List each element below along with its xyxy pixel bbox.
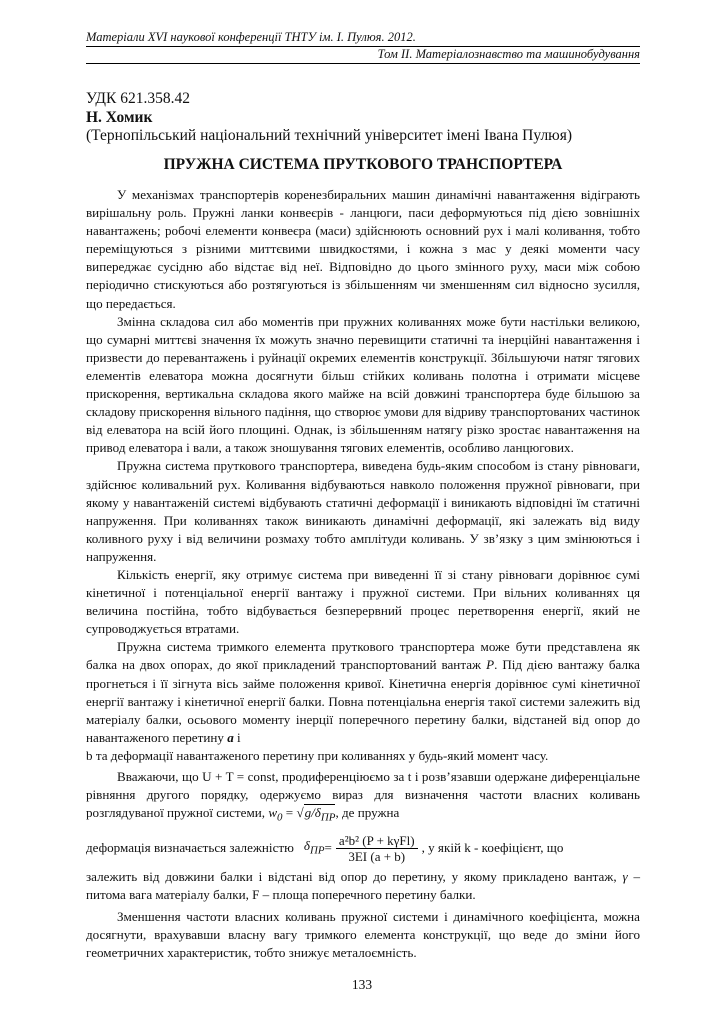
paragraph-5-continued: b та деформації навантаженого перетину при коливаннях у будь-який момент часу. [86, 747, 549, 763]
frequency-equals: = [282, 805, 297, 821]
udk-code: УДК 621.358.42 [86, 90, 190, 107]
formula-trailing-text: , у якій k - коефіцієнт, що [421, 840, 564, 856]
paragraph-5-text-a: Пружна система тримкого елемента пруткового транспортера може бути представлена як балка на двох опорах, до якої прикладений транспортований вантаж [86, 639, 640, 673]
deformation-fraction [336, 833, 418, 864]
distance-a-symbol: a [227, 729, 234, 745]
paragraph-5 [86, 638, 640, 747]
specific-weight-symbol: γ [622, 868, 628, 884]
paragraph-6-text-a: Вважаючи, що U + T = const, продиференціюємо за t і розв’язавши одержане диференціальне рівняння другого порядку, одержуємо вираз для визначення частоти власних коливань розглядуваної пружної системи, [86, 769, 640, 821]
frequency-symbol: $w_0$ [268, 805, 283, 824]
author-name: Н. Хомик [86, 109, 153, 126]
paragraph-5-text-c: і [233, 729, 241, 745]
paper-body [86, 186, 640, 962]
paragraph-8: Зменшення частоти власних коливань пружної системи і динамічного коефіцієнта, можна досягнути, врахувавши власну вагу тримкого елемента конструкції, що веде до зміни його геометричних характеристик, тобто знижує металоємність. [86, 909, 640, 961]
paragraph-1: У механізмах транспортерів коренезбиральних машин динамічні навантаження відіграють вирішальну роль. Пружні ланки конвеєрів - ланцюги, паси деформуються під дією зовнішніх навантажень; робочі елементи конвеєра (маси) здійснюють основний рух і малі коливання, тобто переміщуються з різними миттєвими швидкостями, і кожна з мас у деякі моменти часу випереджає сусідню або відстає від неї. Відповідно до цього змінного руху, маси між собою періодично стискуються або розтягуються із збільшенням чи зменшенням сил відносно зусилля, що передається. [86, 187, 640, 311]
paragraph-4: Кількість енергії, яку отримує система при виведенні її зі стану рівноваги дорівнює сумі кінетичної і потенціальної енергії вантажу і пружної системи. При вільних коливаннях ця величина постійна, тобто відбувається безперервний процес перетворення енергії, який не супроводжується втратами. [86, 566, 640, 637]
paragraph-6: Вважаючи, що U + T = const, продиференціюємо за t і розв’язавши одержане диференціальне рівняння другого порядку, одержуємо вираз для визначення частоти власних коливань розглядуваної пружної системи, $w_0 = √g/\delta_{ПР}$, де пружна [86, 769, 640, 824]
running-header-volume: Том II. Матеріалознавство та машинобудування [377, 47, 640, 61]
author-affiliation: (Тернопільський національний технічний університет імені Івана Пулюя) [86, 127, 573, 144]
formula-equals: = [324, 840, 332, 856]
running-header-conference: Матеріали XVI наукової конференції ТНТУ ім. І. Пулюя. 2012. [86, 30, 416, 44]
load-symbol: P [486, 657, 495, 673]
paragraph-7: залежить від довжини балки і відстані від опор до перетину, у якому прикладено вантаж, γ – питома вага матеріалу балки, F – площа поперечного перетину балки. [86, 868, 641, 902]
fraction-denominator: 3EI (a + b) [348, 848, 406, 864]
deformation-symbol: $\delta_{ПР}$ [303, 838, 325, 857]
page-number: 133 [351, 977, 373, 992]
paragraph-5-text-b: . Під дією вантажу балка прогнеться і її зігнута вісь займе положення кривої. Кінетична енергія дорівнює сумі кінетичної енергії вантажу і кінетичної енергії балки. Повна потенціальна енергія такої системи залежить від матеріалу балки, осьового моменту інерції поперечного перетину балки, відстаней від опор до навантаженого перетину [86, 657, 640, 745]
formula-lead-text: деформація визначається залежністю [86, 840, 294, 856]
fraction-numerator: a²b² (P + kγFl) [336, 833, 418, 849]
paragraph-3: Пружна система пруткового транспортера, виведена будь-яким способом із стану рівноваги, здійснює коливальний рух. Коливання відбуваються навколо положення пружної рівноваги, при якому у навантаженій системі відбувають статичні деформації і виникають відповідні їм статичні напруження. При коливаннях також виникають динамічні деформації, які залежать від виду коливного руху і від величини розмаху тобто амплітуди коливань. У зв’язку з цим змінюються і напруження. [86, 458, 640, 564]
header-rule-bottom [86, 63, 640, 64]
deformation-formula-line [86, 833, 640, 864]
paragraph-2: Змінна складова сил або моментів при пружних коливаннях може бути настільки великою, що сумарні миттєві значення їх можуть значно перевищити статичні та інерційні навантаження і призвести до перевантажень і руйнації окремих елементів конструкції. Збільшуючи натяг тягових елементів елеватора можна досягнути більш стійких коливань полотна і отримати місцеве прискорення, вертикальна складова якого майже на всій довжині транспортера буде більшою за складову прискорення вільного падіння, що створює умови для відриву транспортованих частинок від елеватора на всій його площині. Однак, із збільшенням натягу різко зростає навантаження на привод елеватора і вали, а також зношування тягових елементів, особливо ланцюгових. [86, 313, 640, 456]
paragraph-6-text-b: , де пружна [335, 805, 400, 821]
paper-title: ПРУЖНА СИСТЕМА ПРУТКОВОГО ТРАНСПОРТЕРА [163, 156, 563, 173]
frequency-radicand: $g/\delta_{ПР}$ [304, 805, 336, 824]
